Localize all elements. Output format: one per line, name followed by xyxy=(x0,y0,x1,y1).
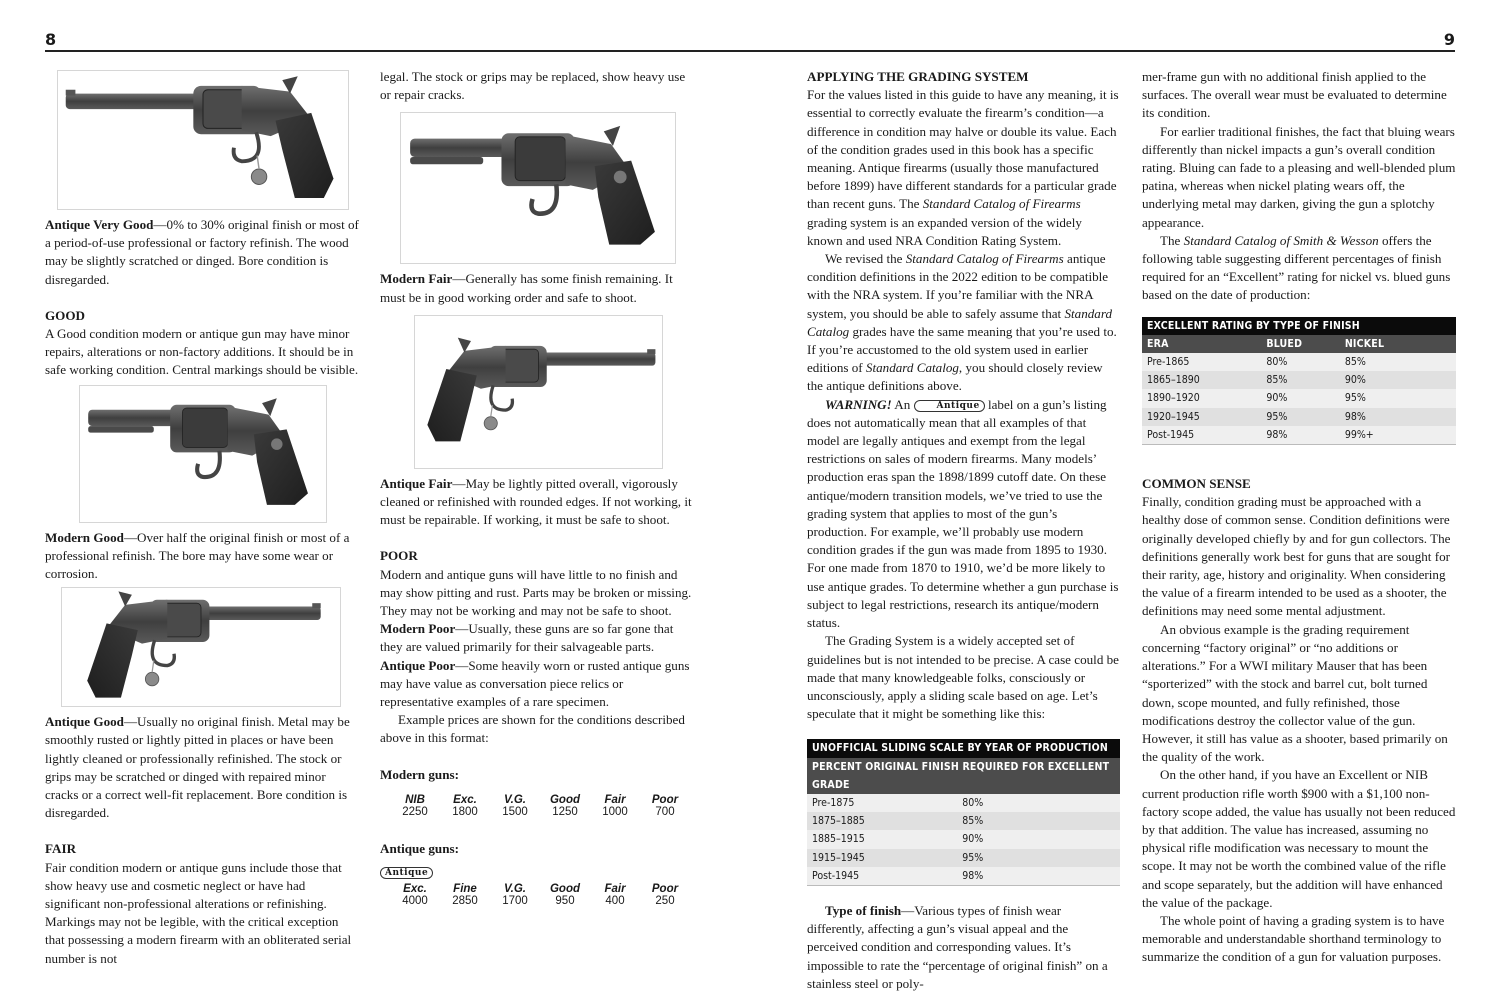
antique-fair-text: —May be lightly pitted overall, vigorously cleaned or refinished with rounded edges. If not working, it must be repairable. If working, it must be safe to shoot. xyxy=(380,475,692,528)
era-cell: 1890–1920 xyxy=(1142,389,1261,407)
common-sense-paragraph-1: Finally, condition grading must be approached with a healthy dose of common sense. Condition definitions were originally developed chiefly by and for gun collectors. The definitions generally work best for guns that are sought for their rarity, age, history and originality. When considering the value of a firearm intended to be used as a shooter, the definitions may need some mental adjustment. xyxy=(1142,494,1451,619)
revolver-photo-modern-good xyxy=(79,385,327,523)
price-label: Poor xyxy=(651,793,679,806)
nickel-cell: 90% xyxy=(1340,371,1456,389)
column-2 xyxy=(380,68,696,907)
example-prices-paragraph: Example prices are shown for the conditions described above in this format: xyxy=(380,712,685,746)
table-row xyxy=(807,812,1120,830)
modern-good-text: —Over half the original finish or most of a professional refinish. The bore may have some wear or corrosion. xyxy=(45,529,350,582)
table-row xyxy=(1142,371,1456,389)
text: grading system is an expanded version of the widely known and used NRA Condition Rating System. xyxy=(807,214,1082,248)
price-value: 2250 xyxy=(402,805,428,818)
modern-prices-grid xyxy=(390,794,696,818)
antique-very-good-paragraph xyxy=(45,216,361,289)
good-heading: GOOD xyxy=(45,307,86,323)
text: The xyxy=(1160,232,1184,248)
price-label: Fair xyxy=(604,793,626,806)
price-value: 4000 xyxy=(402,895,428,908)
page-number-right: 9 xyxy=(1443,30,1455,49)
fair-heading: FAIR xyxy=(45,841,77,857)
antique-fair-paragraph xyxy=(380,475,696,530)
antique-very-good-text: —0% to 30% original finish or most of a period-of-use professional or factory refinish. The wood may be slightly scratched or dinged. Bore condition is disregarded. xyxy=(45,217,359,287)
price-value: 1000 xyxy=(602,805,628,818)
table-row xyxy=(807,849,1120,867)
book-title: Standard Catalog xyxy=(807,305,1112,339)
book-title: Standard Catalog of Smith & Wesson xyxy=(1183,232,1379,248)
price-label: Fine xyxy=(453,883,477,896)
warning-paragraph xyxy=(807,396,1120,633)
table-row xyxy=(1142,408,1456,426)
blued-cell: 85% xyxy=(1261,371,1340,389)
antique-fair-term: Antique Fair xyxy=(380,475,453,491)
percent-cell: 98% xyxy=(957,867,1120,886)
fair-continued-paragraph: legal. The stock or grips may be replaced, show heavy use or repair cracks. xyxy=(380,69,686,103)
modern-poor-paragraph xyxy=(380,620,696,656)
common-sense-paragraph-2: An obvious example is the grading requirement concerning “factory original” or “no additions or alterations.” For a WWI military Mauser that has been “sporterized” with the stock and barrel cut, bolt turned down, scope mounted, and fully refinished, those modifications destroy the collector value of the gun. However, it still has value as a shooter, based primarily on the quality of the work. xyxy=(1142,621,1448,765)
price-value: 1500 xyxy=(502,805,528,818)
book-title: Standard Catalog of Firearms xyxy=(922,196,1081,212)
text: For the values listed in this guide to have any meaning, it is essential to correctly evaluate the firearm’s condition—a difference in condition may halve or double its value. Each of the condition grades used in this book has a specific meaning. Antique firearms (usually those manufactured before 1899) have different standards for a particular grade than recent guns. The xyxy=(807,87,1119,212)
excellent-rating-table xyxy=(1142,317,1456,445)
sliding-scale-title: UNOFFICIAL SLIDING SCALE BY YEAR OF PRODUCTION xyxy=(807,739,1120,757)
price-label: Good xyxy=(549,793,581,806)
price-label: Good xyxy=(549,883,581,896)
era-cell: Post-1945 xyxy=(1142,426,1261,445)
table-row xyxy=(1142,353,1456,371)
fair-paragraph: Fair condition modern or antique guns include those that show heavy use and cosmetic neglect or have had significant non-professional alterations or refinishing. Markings may not be legible, with the critical exception that possessing a modern firearm with an obliterated serial number is not xyxy=(45,859,352,966)
book-title: Standard Catalog xyxy=(865,360,959,376)
text: grades have the same meaning that you’re used to. If you’re accustomed to the old system used in earlier editions of xyxy=(807,323,1117,376)
table-row xyxy=(1142,426,1456,445)
modern-guns-heading: Modern guns: xyxy=(380,766,459,782)
text: —Various types of finish wear differently, affecting a gun’s visual appeal and the perceived condition and corresponding values. It’s impossible to rate the “percentage of original finish” on a stainless steel or poly- xyxy=(807,902,1108,991)
sw-table-intro-paragraph xyxy=(1142,232,1456,305)
antique-good-paragraph xyxy=(45,713,361,822)
era-cell: Pre-1865 xyxy=(1142,353,1261,371)
header-rule-left xyxy=(45,50,750,52)
antique-guns-heading: Antique guns: xyxy=(380,840,459,856)
percent-cell: 95% xyxy=(957,849,1120,867)
antique-badge-inline: Antique xyxy=(914,400,985,412)
column-header-nickel: NICKEL xyxy=(1340,335,1456,353)
price-label: V.G. xyxy=(504,883,526,896)
price-value: 400 xyxy=(605,895,625,908)
price-label: Fair xyxy=(604,883,626,896)
column-4 xyxy=(1142,68,1456,967)
era-cell: 1865–1890 xyxy=(1142,371,1261,389)
revolver-image xyxy=(58,71,348,209)
text: An xyxy=(891,396,914,412)
price-value: 1800 xyxy=(452,805,478,818)
good-paragraph: A Good condition modern or antique gun may have minor repairs, alterations or non-factory additions. It should be in safe working condition. Central markings should be visible. xyxy=(45,326,359,378)
revolver-image xyxy=(80,386,326,522)
applying-paragraph-1 xyxy=(807,86,1120,250)
column-1 xyxy=(45,68,361,968)
era-cell: 1885–1915 xyxy=(807,830,957,848)
antique-badge: Antique xyxy=(380,867,433,879)
blued-cell: 95% xyxy=(1261,408,1340,426)
antique-prices-grid xyxy=(390,883,696,907)
table-row xyxy=(807,867,1120,886)
blued-cell: 90% xyxy=(1261,389,1340,407)
poor-paragraph: Modern and antique guns will have little to no finish and may show pitting and rust. Parts may be broken or missing. They may not be working and may not be safe to shoot. xyxy=(380,566,692,619)
antique-good-text: —Usually no original finish. Metal may be smoothly rusted or lightly pitted in places or have been lightly cleaned or professionally refinished. The stock or grips may be scratched or dinged with repaired minor cracks or a correct well-fit replacement. Bore condition is disregarded. xyxy=(45,714,350,821)
era-cell: Post-1945 xyxy=(807,867,957,886)
price-value: 2850 xyxy=(452,895,478,908)
price-label: V.G. xyxy=(504,793,526,806)
common-sense-heading: COMMON SENSE xyxy=(1142,476,1251,492)
nickel-cell: 99%+ xyxy=(1340,426,1456,445)
nickel-cell: 95% xyxy=(1340,389,1456,407)
nickel-cell: 85% xyxy=(1340,353,1456,371)
percent-cell: 85% xyxy=(957,812,1120,830)
table-row xyxy=(807,794,1120,812)
warning-label: WARNING! xyxy=(825,396,892,412)
era-cell: 1915–1945 xyxy=(807,849,957,867)
percent-cell: 90% xyxy=(957,830,1120,848)
revolver-photo-antique-good xyxy=(61,587,341,707)
modern-poor-term: Modern Poor xyxy=(380,621,456,637)
excellent-rating-title: EXCELLENT RATING BY TYPE OF FINISH xyxy=(1142,317,1456,335)
text: , you should closely review the antique definitions above. xyxy=(807,360,1103,394)
antique-poor-text: —Some heavily worn or rusted antique guns may have value as conversation piece relics or representative examples of a rare specimen. xyxy=(380,657,690,710)
price-label: Poor xyxy=(651,883,679,896)
revolver-photo-antique-very-good xyxy=(57,70,349,210)
price-label: NIB xyxy=(405,793,425,806)
page-number-left: 8 xyxy=(45,30,57,49)
text: label on a gun’s listing does not automatically mean that all examples of that model are legally antiques and exempt from the legal restrictions on sales of modern firearms. Many models’ production eras span the 1898/1899 cutoff date. On these antique/modern transition models, we’ve tried to use the grading system that applies to most of the gun’s production. For example, we’ll probably use modern condition grades if the gun was made from 1895 to 1930. For one made from 1870 to 1910, we’d be more likely to use antique grades. To determine whether a gun purchase is subject to legal restrictions, research its antique/modern status. xyxy=(807,396,1119,631)
modern-fair-term: Modern Fair xyxy=(380,271,453,287)
type-of-finish-paragraph xyxy=(807,902,1120,993)
column-header-era: ERA xyxy=(1142,335,1261,353)
era-cell: 1920–1945 xyxy=(1142,408,1261,426)
common-sense-paragraph-4: The whole point of having a grading system is to have memorable and understandable shorthand terminology to summarize the condition of a gun for valuation purposes. xyxy=(1142,912,1445,965)
revolver-image xyxy=(401,113,675,263)
column-header-blued: BLUED xyxy=(1261,335,1340,353)
sliding-scale-table xyxy=(807,739,1120,886)
grading-system-paragraph: The Grading System is a widely accepted set of guidelines but is not intended to be precise. A case could be made that many knowledgeable folks, consciously or unconsciously, apply a sliding scale based on age. Let’s speculate that it might be something like this: xyxy=(807,633,1119,722)
modern-good-paragraph xyxy=(45,529,361,584)
common-sense-paragraph-3: On the other hand, if you have an Excellent or NIB current production rifle worth $900 with a $1,100 non-factory scope added, the value has usually not been reduced by that addition. The value has increased, assuming no physical rifle modification was necessary to mount the scope. It may not be worth the combined value of the rifle and scope separately, but the addition will have enhanced the value of the package. xyxy=(1142,767,1456,910)
bluing-paragraph: For earlier traditional finishes, the fact that bluing wears differently than nickel impacts a gun’s overall condition rating. Bluing can fade to a pleasing and well-blended plum patina, whereas when nickel plating wears off, the underlying metal may darken, giving the gun a splotchy appearance. xyxy=(1142,123,1456,230)
revolver-photo-modern-fair xyxy=(400,112,676,264)
text: antique condition definitions in the 2022 edition to be compatible with the NRA system. If you’re familiar with the NRA system, you should be able to safely assume that xyxy=(807,251,1109,321)
header-rule-right xyxy=(750,50,1455,52)
price-value: 1700 xyxy=(502,895,528,908)
era-cell: 1875–1885 xyxy=(807,812,957,830)
blued-cell: 80% xyxy=(1261,353,1340,371)
applying-grading-heading: APPLYING THE GRADING SYSTEM xyxy=(807,69,1029,84)
revolver-image xyxy=(415,316,662,468)
modern-poor-text: —Usually, these guns are so far gone that they are valued primarily for their salvageable parts. xyxy=(380,621,674,655)
antique-poor-term: Antique Poor xyxy=(380,657,456,673)
antique-poor-paragraph xyxy=(380,657,696,712)
revolver-image xyxy=(62,588,340,706)
revolver-photo-antique-fair xyxy=(414,315,663,469)
blued-cell: 98% xyxy=(1261,426,1340,445)
price-value: 250 xyxy=(655,895,675,908)
applying-paragraph-2 xyxy=(807,250,1120,396)
table-row xyxy=(1142,389,1456,407)
antique-good-term: Antique Good xyxy=(45,714,124,730)
poor-heading: POOR xyxy=(380,548,418,564)
era-cell: Pre-1875 xyxy=(807,794,957,812)
modern-fair-text: —Generally has some finish remaining. It must be in good working order and safe to shoot. xyxy=(380,271,673,305)
price-value: 1250 xyxy=(552,805,578,818)
sliding-scale-subtitle: PERCENT ORIGINAL FINISH REQUIRED FOR EXCELLENT GRADE xyxy=(807,758,1120,794)
nickel-cell: 98% xyxy=(1340,408,1456,426)
price-value: 700 xyxy=(655,805,675,818)
column-3 xyxy=(807,68,1120,993)
book-title: Standard Catalog of Firearms xyxy=(905,251,1064,267)
antique-very-good-term: Antique Very Good xyxy=(45,217,154,232)
modern-fair-paragraph xyxy=(380,270,696,306)
price-value: 950 xyxy=(555,895,575,908)
price-label: Exc. xyxy=(453,793,477,806)
price-label: Exc. xyxy=(403,883,427,896)
table-row xyxy=(807,830,1120,848)
modern-good-term: Modern Good xyxy=(45,529,124,545)
percent-cell: 80% xyxy=(957,794,1120,812)
type-of-finish-term: Type of finish xyxy=(825,902,902,918)
finish-continued-paragraph: mer-frame gun with no additional finish applied to the surfaces. The overall wear must be evaluated to determine its condition. xyxy=(1142,69,1447,121)
text: offers the following table suggesting different percentages of finish required for an “Excellent” rating for nickel vs. blued guns based on the date of production: xyxy=(1142,232,1451,303)
text: We revised the xyxy=(825,251,906,267)
